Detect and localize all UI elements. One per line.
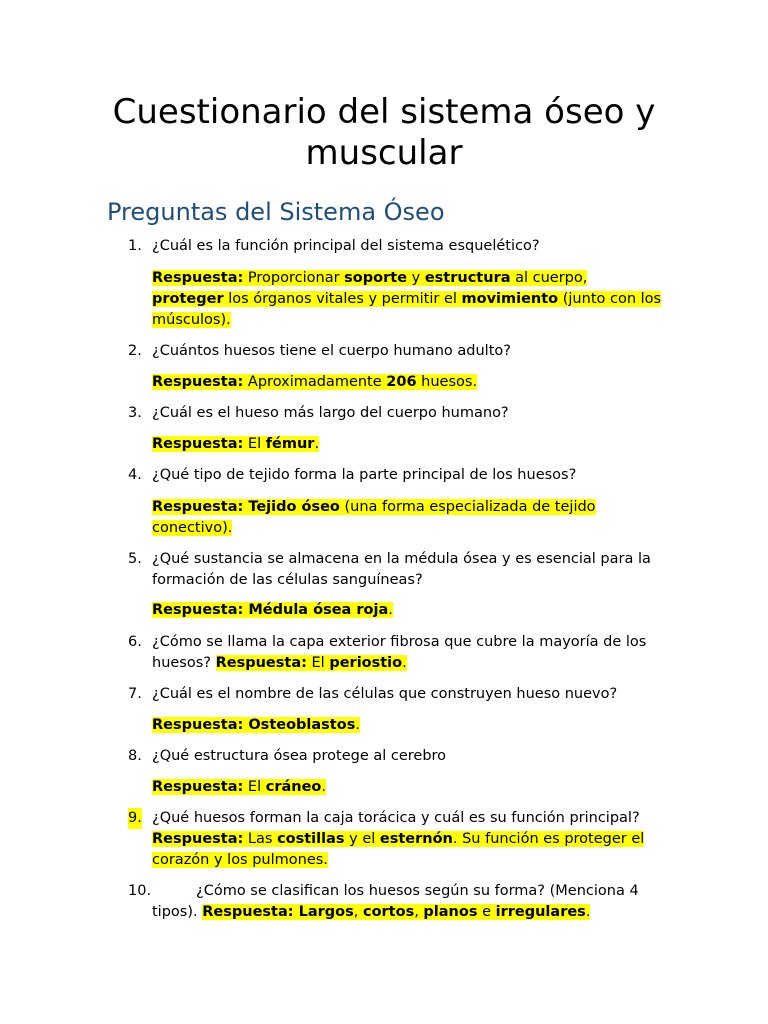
- question-number: 6.: [128, 634, 142, 650]
- answer-label: Respuesta:: [152, 779, 244, 795]
- answer-label: Respuesta:: [152, 831, 244, 847]
- question-1: [128, 236, 668, 257]
- answer-label: Respuesta:: [152, 374, 244, 390]
- answer-6: Respuesta: El periostio.: [215, 655, 407, 671]
- question-number: 8.: [128, 748, 142, 764]
- question-2: [128, 341, 668, 362]
- answer-5: Respuesta: Médula ósea roja.: [152, 602, 393, 618]
- question-number: 5.: [128, 551, 142, 567]
- section-heading: Preguntas del Sistema Óseo: [107, 198, 445, 226]
- question-text: ¿Qué huesos forman la caja torácica y cuál es su función principal?: [152, 810, 640, 826]
- question-number: 2.: [128, 343, 142, 359]
- answer-1: Respuesta: Proporcionar soporte y estructura al cuerpo, proteger los órganos vitales y permitir el movimiento (junto con los músculos).: [152, 270, 662, 328]
- answer-label: Respuesta:: [152, 436, 244, 452]
- question-8: [128, 746, 668, 767]
- answer-label: Respuesta:: [152, 499, 244, 515]
- question-10: [128, 881, 664, 923]
- question-5: [128, 549, 658, 591]
- answer-2: Respuesta: Aproximadamente 206 huesos.: [152, 374, 478, 390]
- answer-4: Respuesta: Tejido óseo (una forma especializada de tejido conectivo).: [152, 499, 596, 536]
- question-text: ¿Qué tipo de tejido forma la parte principal de los huesos?: [152, 467, 577, 483]
- question-text: ¿Cuál es el hueso más largo del cuerpo humano?: [152, 405, 509, 421]
- question-number: 10.: [128, 883, 152, 899]
- question-text: ¿Cómo se llama la capa exterior fibrosa que cubre la mayoría de los huesos?: [152, 634, 647, 671]
- question-4: [128, 465, 668, 486]
- question-text: ¿Cuál es el nombre de las células que construyen hueso nuevo?: [152, 686, 618, 702]
- answer-label: Respuesta:: [152, 602, 244, 618]
- question-number: 3.: [128, 405, 142, 421]
- question-7: [128, 684, 668, 705]
- question-9: [128, 808, 664, 871]
- answer-9: Respuesta: Las costillas y el esternón. Su función es proteger el corazón y los pulmones.: [152, 831, 645, 868]
- question-text: ¿Cuántos huesos tiene el cuerpo humano adulto?: [152, 343, 511, 359]
- question-number: 7.: [128, 686, 142, 702]
- answer-label: Respuesta:: [215, 655, 307, 671]
- answer-3: Respuesta: El fémur.: [152, 436, 320, 452]
- question-text: ¿Cómo se clasifican los huesos según su forma? (Menciona 4 tipos).: [152, 883, 639, 920]
- document-title: Cuestionario del sistema óseo y muscular: [112, 92, 656, 173]
- question-text: ¿Qué sustancia se almacena en la médula ósea y es esencial para la formación de las células sanguíneas?: [152, 551, 651, 588]
- question-3: [128, 403, 668, 424]
- question-text: ¿Cuál es la función principal del sistema esquelético?: [152, 238, 540, 254]
- answer-label: Respuesta:: [152, 270, 244, 286]
- question-number: 9.: [128, 808, 142, 829]
- answer-label: Respuesta:: [152, 717, 244, 733]
- answer-7: Respuesta: Osteoblastos.: [152, 717, 360, 733]
- question-number: 4.: [128, 467, 142, 483]
- question-text: ¿Qué estructura ósea protege al cerebro: [152, 748, 447, 764]
- answer-10: Respuesta: Largos, cortos, planos e irregulares.: [202, 904, 591, 920]
- question-6: [128, 632, 648, 674]
- answer-label: Respuesta:: [202, 904, 294, 920]
- question-number: 1.: [128, 238, 142, 254]
- answer-8: Respuesta: El cráneo.: [152, 779, 326, 795]
